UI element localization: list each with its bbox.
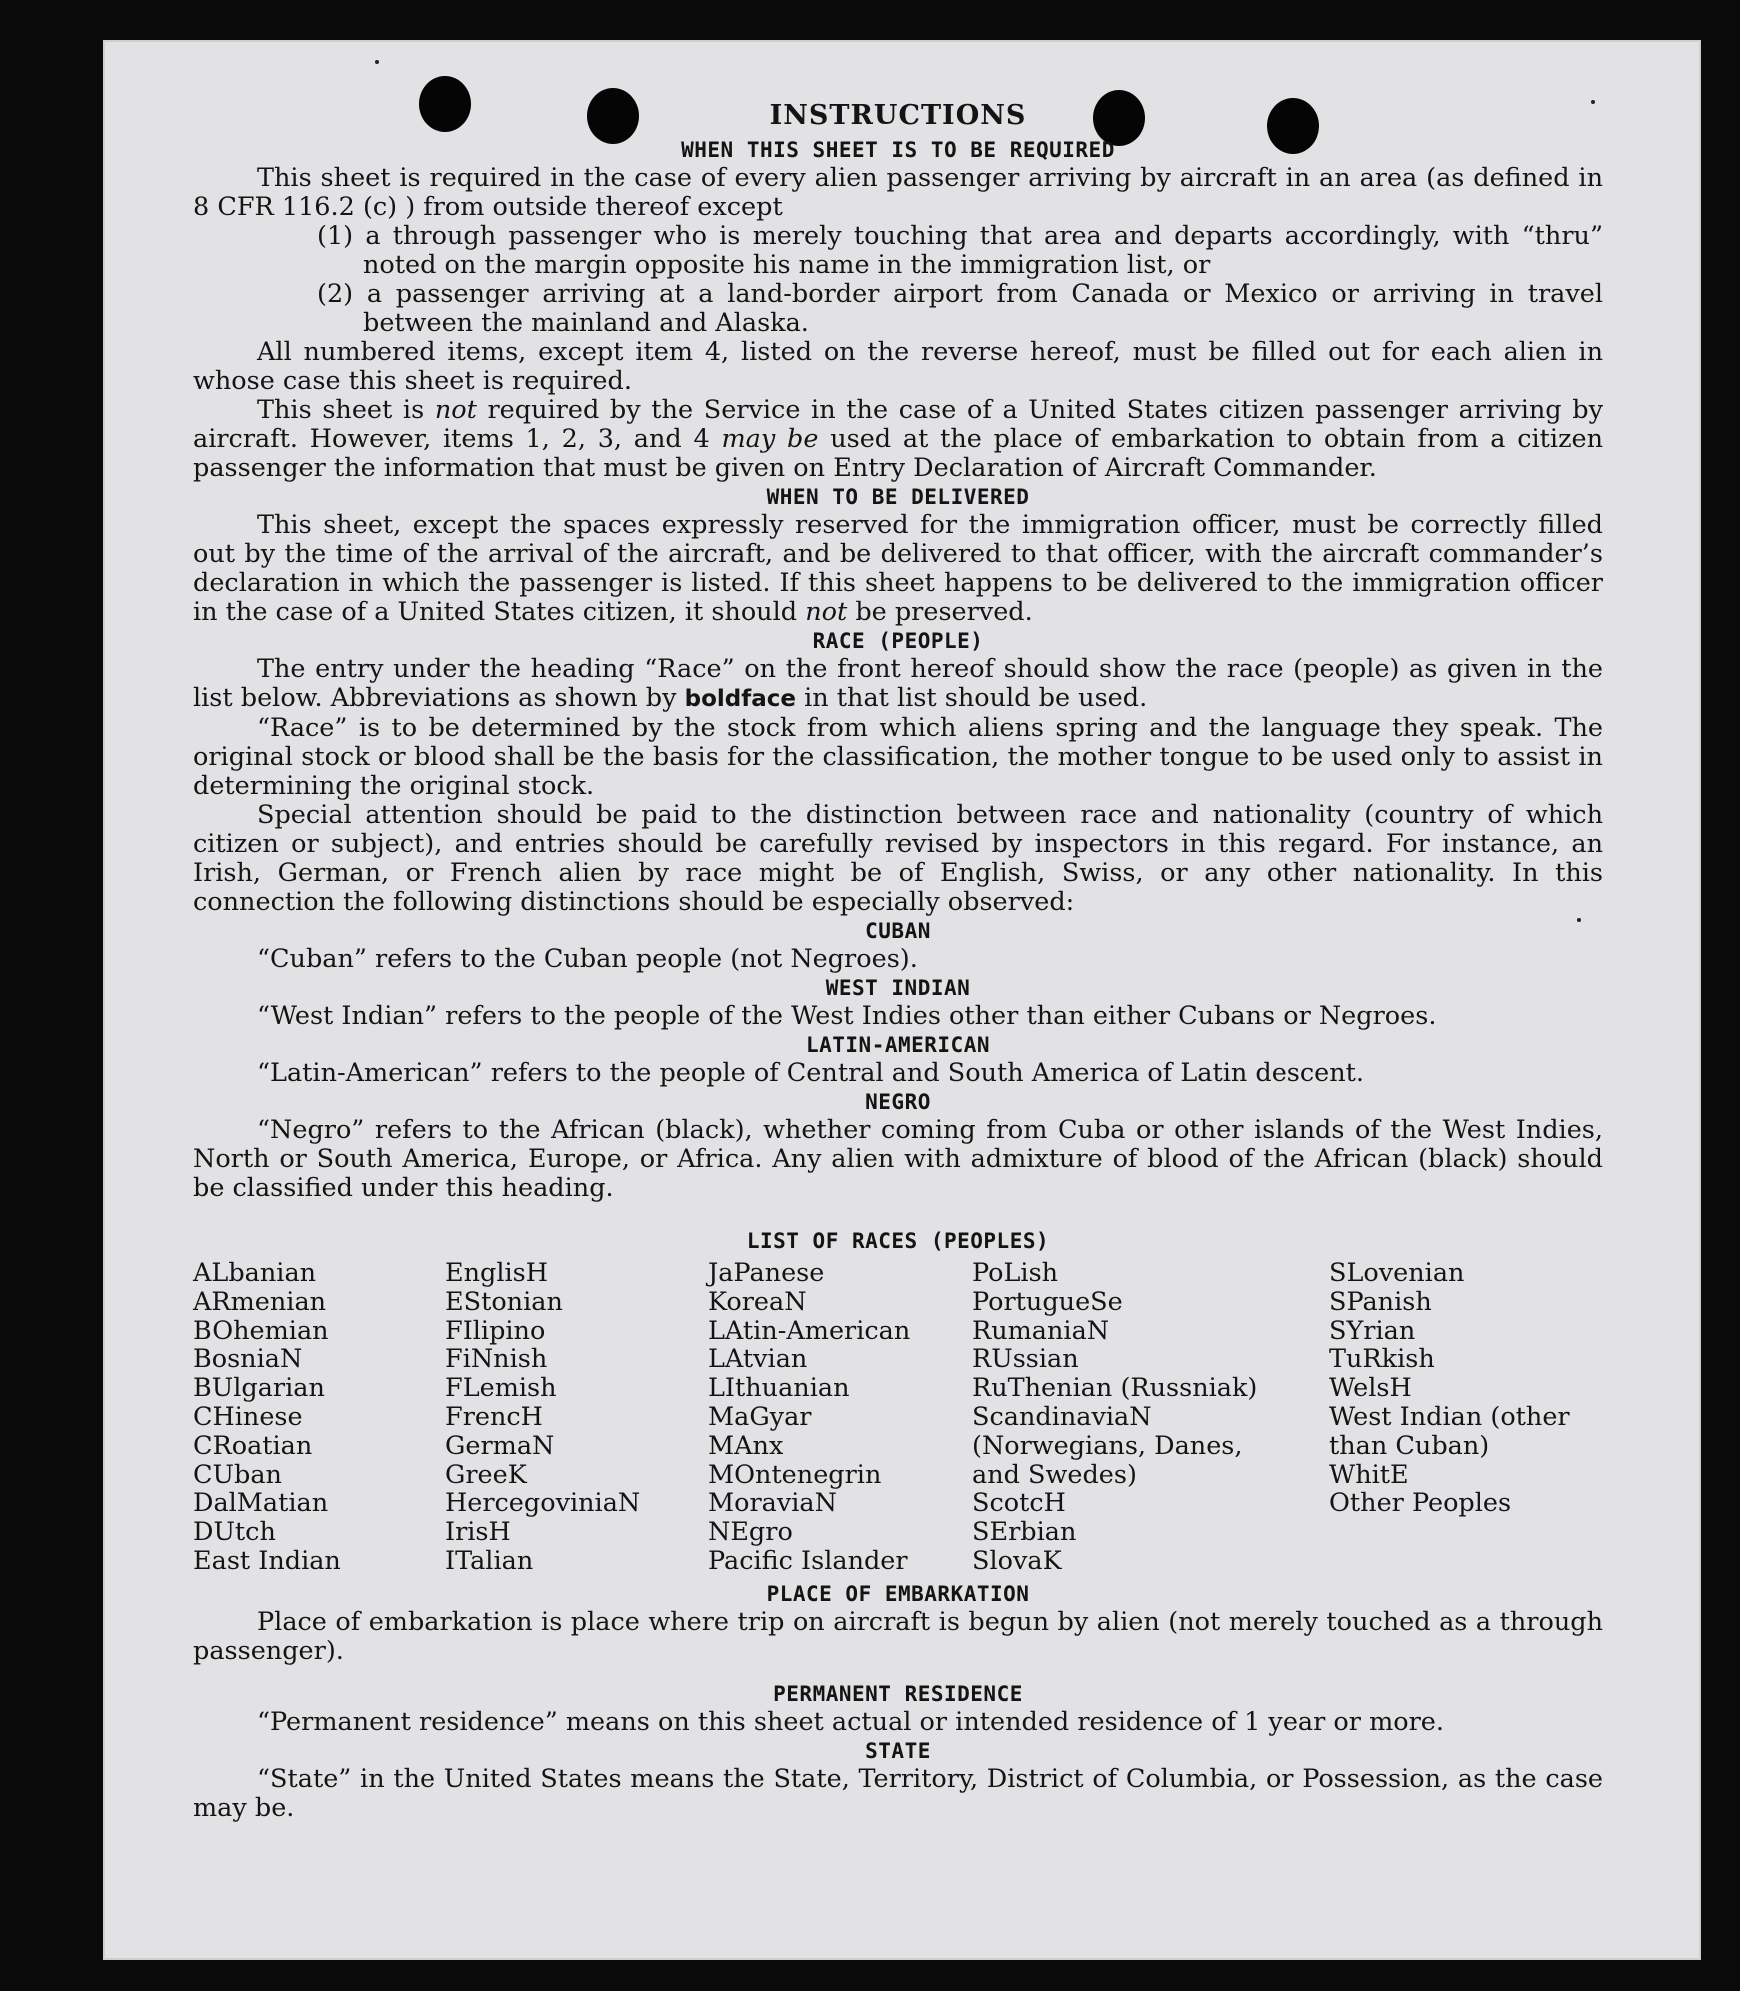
list-item: (2) a passenger arriving at a land-border airport from Canada or Mexico or arriving in travel between the mainland and Alaska. [317, 279, 1603, 338]
speck [375, 60, 379, 64]
text-run: used at the place of embarkation to obtain from a citizen passenger the information that must be given on Entry Declaration of Aircraft Commander. [193, 424, 1604, 483]
race-item: IrisH [445, 1517, 511, 1548]
text-run: in that list should be used. [796, 683, 1148, 713]
list-item: (1) a through passenger who is merely touching that area and departs accordingly, with “thru” noted on the margin opposite his name in the immigration list, or [317, 221, 1603, 280]
paragraph: “Race” is to be determined by the stock from which aliens spring and the language they speak. The original stock or blood shall be the basis for the classification, the mother tongue to be used only to assist in determining the original stock. [193, 713, 1603, 801]
race-item: ARmenian [193, 1286, 327, 1317]
text-run: The entry under the heading “Race” on the front hereof should show the race (people) as given in the list below. Abbreviations as shown by [193, 654, 1603, 713]
race-item: West Indian (other than Cuban) [1329, 1401, 1570, 1461]
paragraph: Place of embarkation is place where trip on aircraft is begun by alien (not merely touched as a through passenger). [193, 1606, 1603, 1666]
race-item: RumaniaN [972, 1315, 1110, 1346]
race-item: RUssian [972, 1344, 1079, 1375]
italic-text: not [805, 597, 848, 627]
race-item: KoreaN [708, 1286, 807, 1317]
race-item: SYrian [1329, 1315, 1416, 1346]
race-item: ALbanian [193, 1258, 317, 1288]
race-item: EnglisH [445, 1258, 548, 1288]
race-item: LIthuanian [708, 1373, 850, 1404]
paragraph: “Cuban” refers to the Cuban people (not Negroes). [257, 944, 918, 974]
document-page [103, 40, 1701, 1960]
race-item: DUtch [193, 1517, 276, 1548]
text-run: This sheet, except the spaces expressly reserved for the immigration officer, must be correctly filled out by the time of the arrival of the aircraft, and be delivered to that officer, with the aircraft commander’s declaration in which the passenger is listed. If this sheet happens to be delivered to the immigration officer in the case of a United States citizen, it should [193, 510, 1603, 627]
bold-text: boldface [684, 686, 796, 712]
italic-text: may be [721, 424, 819, 454]
paragraph: “Permanent residence” means on this sheet actual or intended residence of 1 year or more. [257, 1706, 1444, 1737]
paragraph: All numbered items, except item 4, listed on the reverse hereof, must be filled out for each alien in whose case this sheet is required. [193, 337, 1603, 396]
paragraph: “Negro” refers to the African (black), whether coming from Cuba or other islands of the West Indies, North or South America, Europe, or Africa. Any alien with admixture of blood of the African (black) should be classified under this heading. [193, 1115, 1603, 1203]
race-item: GermaN [445, 1430, 555, 1461]
paragraph: Special attention should be paid to the distinction between race and nationality (country of which citizen or subject), and entries should be carefully revised by inspectors in this regard. For instance, an Irish, German, or French alien by race might be of English, Swiss, or any other nationality. In this connection the following distinctions should be especially observed: [193, 800, 1603, 917]
paragraph: This sheet is required in the case of every alien passenger arriving by aircraft in an area (as defined in 8 CFR 116.2 (c) ) from outside thereof except [193, 163, 1603, 222]
race-item: Pacific Islander [708, 1545, 908, 1576]
text-run: This sheet is [257, 395, 435, 425]
race-item: ITalian [445, 1545, 534, 1576]
paragraph: “West Indian” refers to the people of the West Indies other than either Cubans or Negroes. [257, 1001, 1437, 1031]
paragraph: “Latin-American” refers to the people of Central and South America of Latin descent. [257, 1058, 1365, 1088]
race-item: CHinese [193, 1401, 303, 1432]
race-item: BUlgarian [193, 1373, 325, 1404]
race-item: BosniaN [193, 1344, 303, 1375]
section-heading-residence: PERMANENT RESIDENCE [773, 1681, 1023, 1706]
race-item: RuThenian (Russniak) [972, 1373, 1258, 1404]
race-item: HercegoviniaN [445, 1488, 641, 1519]
race-item: GreeK [445, 1459, 527, 1490]
race-item: PoLish [972, 1258, 1059, 1288]
race-item: JaPanese [708, 1258, 825, 1288]
race-item: MAnx [708, 1430, 784, 1461]
section-heading-latin-american: LATIN-AMERICAN [805, 1033, 990, 1057]
race-item: NEgro [708, 1517, 793, 1548]
race-item: EStonian [445, 1286, 563, 1317]
races-column [193, 1259, 445, 1576]
text-run: be preserved. [847, 597, 1033, 627]
races-column [972, 1259, 1329, 1576]
paragraph [193, 511, 1603, 627]
paragraph [193, 396, 1603, 483]
race-item: FiNnish [445, 1344, 548, 1375]
race-item: FrencH [445, 1401, 543, 1432]
race-item: ScandinaviaN (Norwegians, Danes, and Swedes) [972, 1401, 1243, 1490]
race-item: East Indian [193, 1545, 341, 1576]
race-item: WelsH [1329, 1373, 1412, 1404]
section-heading-race: RACE (PEOPLE) [812, 629, 984, 653]
section-heading-state: STATE [865, 1738, 931, 1763]
section-heading-list-of-races: LIST OF RACES (PEOPLES) [746, 1229, 1050, 1253]
section-heading-embarkation: PLACE OF EMBARKATION [766, 1581, 1030, 1606]
paragraph [193, 655, 1603, 714]
race-item: MOntenegrin [708, 1459, 882, 1490]
section-heading-required: WHEN THIS SHEET IS TO BE REQUIRED [681, 138, 1115, 162]
section-heading-negro: NEGRO [865, 1090, 931, 1114]
race-item: LAtin-American [708, 1315, 911, 1346]
paragraph: “State” in the United States means the State, Territory, District of Columbia, or Possession, as the case may be. [193, 1763, 1603, 1823]
race-item: MoraviaN [708, 1488, 837, 1519]
race-item: FLemish [445, 1373, 557, 1404]
race-item: LAtvian [708, 1344, 808, 1375]
race-item: DalMatian [193, 1488, 329, 1519]
race-item: SPanish [1329, 1286, 1432, 1317]
race-item: PortugueSe [972, 1286, 1123, 1317]
races-column [708, 1259, 972, 1576]
race-item: CRoatian [193, 1430, 313, 1461]
race-item: CUban [193, 1459, 282, 1490]
section-heading-delivered: WHEN TO BE DELIVERED [766, 485, 1030, 509]
race-item: SlovaK [972, 1545, 1062, 1576]
section-heading-cuban: CUBAN [865, 919, 931, 943]
italic-text: not [434, 395, 477, 425]
race-item: WhitE [1329, 1459, 1409, 1490]
race-item: SLovenian [1329, 1258, 1465, 1288]
race-item: TuRkish [1329, 1344, 1435, 1375]
text-run: required by the Service in the case of a United States citizen passenger arriving by aircraft. However, items 1, 2, 3, and 4 [193, 395, 1604, 454]
races-column [1329, 1259, 1603, 1576]
race-item: Other Peoples [1329, 1488, 1512, 1519]
race-item: BOhemian [193, 1315, 329, 1346]
race-item: SErbian [972, 1517, 1077, 1548]
instructions-content [193, 98, 1603, 1823]
races-column [445, 1259, 708, 1576]
race-item: MaGyar [708, 1401, 812, 1432]
section-heading-west-indian: WEST INDIAN [825, 976, 971, 1000]
race-item: ScotcH [972, 1488, 1066, 1519]
page-title: INSTRUCTIONS [769, 100, 1027, 131]
race-item: FIlipino [445, 1315, 546, 1346]
races-list [193, 1259, 1603, 1576]
